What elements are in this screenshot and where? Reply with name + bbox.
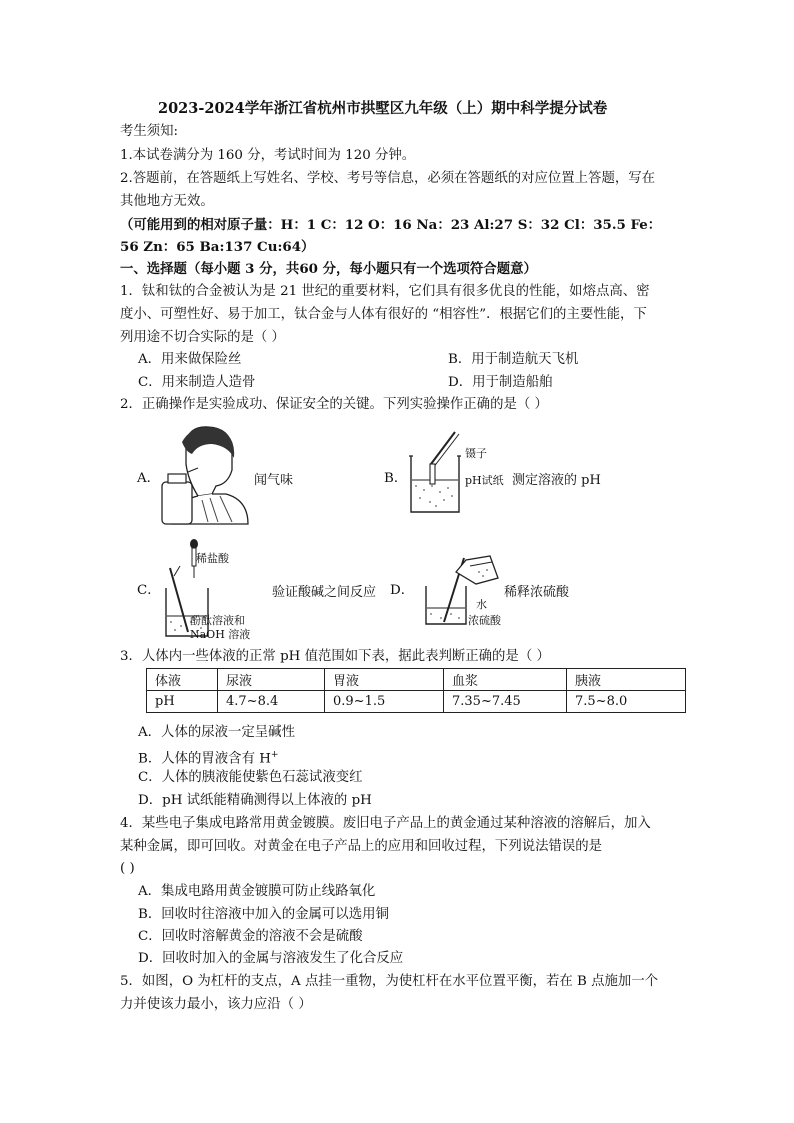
q3-option-d: D．pH 试纸能精确测得以上体液的 pH — [138, 793, 372, 808]
exam-title: 2023-2024学年浙江省杭州市拱墅区九年级（上）期中科学提分试卷 — [158, 100, 608, 117]
q2-option-c-letter: C． — [137, 583, 161, 598]
q5-line1: 5．如图，O 为杠杆的支点，A 点挂一重物，为使杠杆在水平位置平衡，若在 B 点施加一个 — [120, 974, 659, 989]
phenolphthalein-label: 酚酞溶液和 — [190, 614, 245, 627]
notice-item-2-line1: 2.答题前，在答题纸上写姓名、学校、考号等信息，必须在答题纸的对应位置上答题，写在 — [120, 171, 656, 186]
q4-option-a: A．集成电路用黄金镀膜可防止线路氧化 — [138, 884, 376, 899]
q3-stem: 3．人体内一些体液的正常 pH 值范围如下表，据此表判断正确的是（ ） — [120, 649, 550, 664]
q2-option-d-text: 稀释浓硫酸 — [504, 585, 570, 600]
table-header: 胰液 — [567, 669, 686, 691]
q1-line3: 列用途不切合实际的是（ ） — [120, 330, 285, 345]
q2-option-b-text: 测定溶液的 pH — [512, 473, 601, 488]
q4-line2: 某种金属，即可回收。对黄金在电子产品上的应用和回收过程，下列说法错误的是 — [120, 839, 603, 854]
q4-option-b: B．回收时往溶液中加入的金属可以选用铜 — [138, 907, 389, 922]
q4-line3: ( ) — [120, 861, 135, 876]
ph-paper-label: pH试纸 — [465, 474, 504, 487]
notice-item-2-line2: 其他地方无效。 — [120, 194, 214, 209]
q3-option-b-sup: + — [270, 750, 279, 760]
q2-option-b-letter: B． — [384, 471, 408, 486]
q1-option-c: C．用来制造人造骨 — [138, 375, 256, 390]
q3-option-c: C．人体的胰液能使紫色石蕊试液变红 — [138, 770, 363, 785]
q2-option-a-text: 闻气味 — [254, 473, 294, 488]
table-cell: pH — [147, 691, 218, 713]
q4-option-d: D．回收时加入的金属与溶液发生了化合反应 — [138, 951, 404, 966]
q2-option-d-letter: D． — [390, 583, 415, 598]
q2-option-a-letter: A． — [137, 471, 161, 486]
naoh-label: NaOH 溶液 — [190, 628, 251, 641]
q1-option-d: D．用于制造船舶 — [448, 375, 553, 390]
table-cell: 7.5~8.0 — [567, 691, 686, 713]
ph-table — [146, 668, 686, 713]
dilute-hcl-label: 稀盐酸 — [196, 552, 229, 565]
table-cell: 0.9~1.5 — [325, 691, 444, 713]
ph-test-figure — [405, 430, 467, 516]
q1-line1: 1．钛和钛的合金被认为是 21 世纪的重要材料，它们具有很多优良的性能，如熔点高、密 — [120, 284, 650, 299]
q2-option-c-text: 验证酸碱之间反应 — [272, 585, 377, 600]
table-header: 体液 — [147, 669, 218, 691]
q2-stem: 2．正确操作是实验成功、保证安全的关键。下列实验操作正确的是（ ） — [120, 397, 548, 412]
q4-line1: 4．某些电子集成电路常用黄金镀膜。废旧电子产品上的黄金通过某种溶液的溶解后，加入 — [120, 816, 651, 831]
section-heading: 一、选择题（每小题 3 分，共60 分，每小题只有一个选项符合题意） — [120, 261, 537, 277]
conc-acid-label: 浓硫酸 — [468, 614, 501, 627]
q1-line2: 度小、可塑性好、易于加工，钛合金与人体有很好的 “相容性”．根据它们的主要性能，下 — [120, 307, 647, 322]
atomic-mass-line2: 56 Zn：65 Ba:137 Cu:64） — [120, 239, 315, 255]
q5-line2: 力并使该力最小，该力应沿（ ） — [120, 997, 312, 1012]
table-cell: 7.35~7.45 — [444, 691, 567, 713]
table-header: 血浆 — [444, 669, 567, 691]
table-row — [147, 669, 686, 691]
q4-option-c: C．回收时溶解黄金的溶液不会是硫酸 — [138, 929, 363, 944]
q1-option-a: A．用来做保险丝 — [138, 352, 242, 367]
table-cell: 4.7~8.4 — [218, 691, 325, 713]
table-header: 尿液 — [218, 669, 325, 691]
notice-heading: 考生须知: — [120, 124, 179, 139]
q3-option-b — [138, 746, 278, 768]
q1-option-b: B．用于制造航天飞机 — [448, 352, 579, 367]
q3-option-b-text: B．人体的胃液含有 H — [138, 751, 271, 767]
table-row — [147, 691, 686, 713]
table-header: 胃液 — [325, 669, 444, 691]
smelling-figure — [158, 424, 250, 528]
q3-option-a: A．人体的尿液一定呈碱性 — [138, 725, 295, 740]
tweezers-label: 镊子 — [465, 447, 487, 460]
water-label: 水 — [476, 598, 487, 611]
atomic-mass-line1: （可能用到的相对原子量：H：1 C：12 O：16 Na：23 Al:27 S：32 Cl：35.5 Fe： — [120, 217, 662, 233]
notice-item-1: 1.本试卷满分为 160 分，考试时间为 120 分钟。 — [120, 148, 416, 163]
